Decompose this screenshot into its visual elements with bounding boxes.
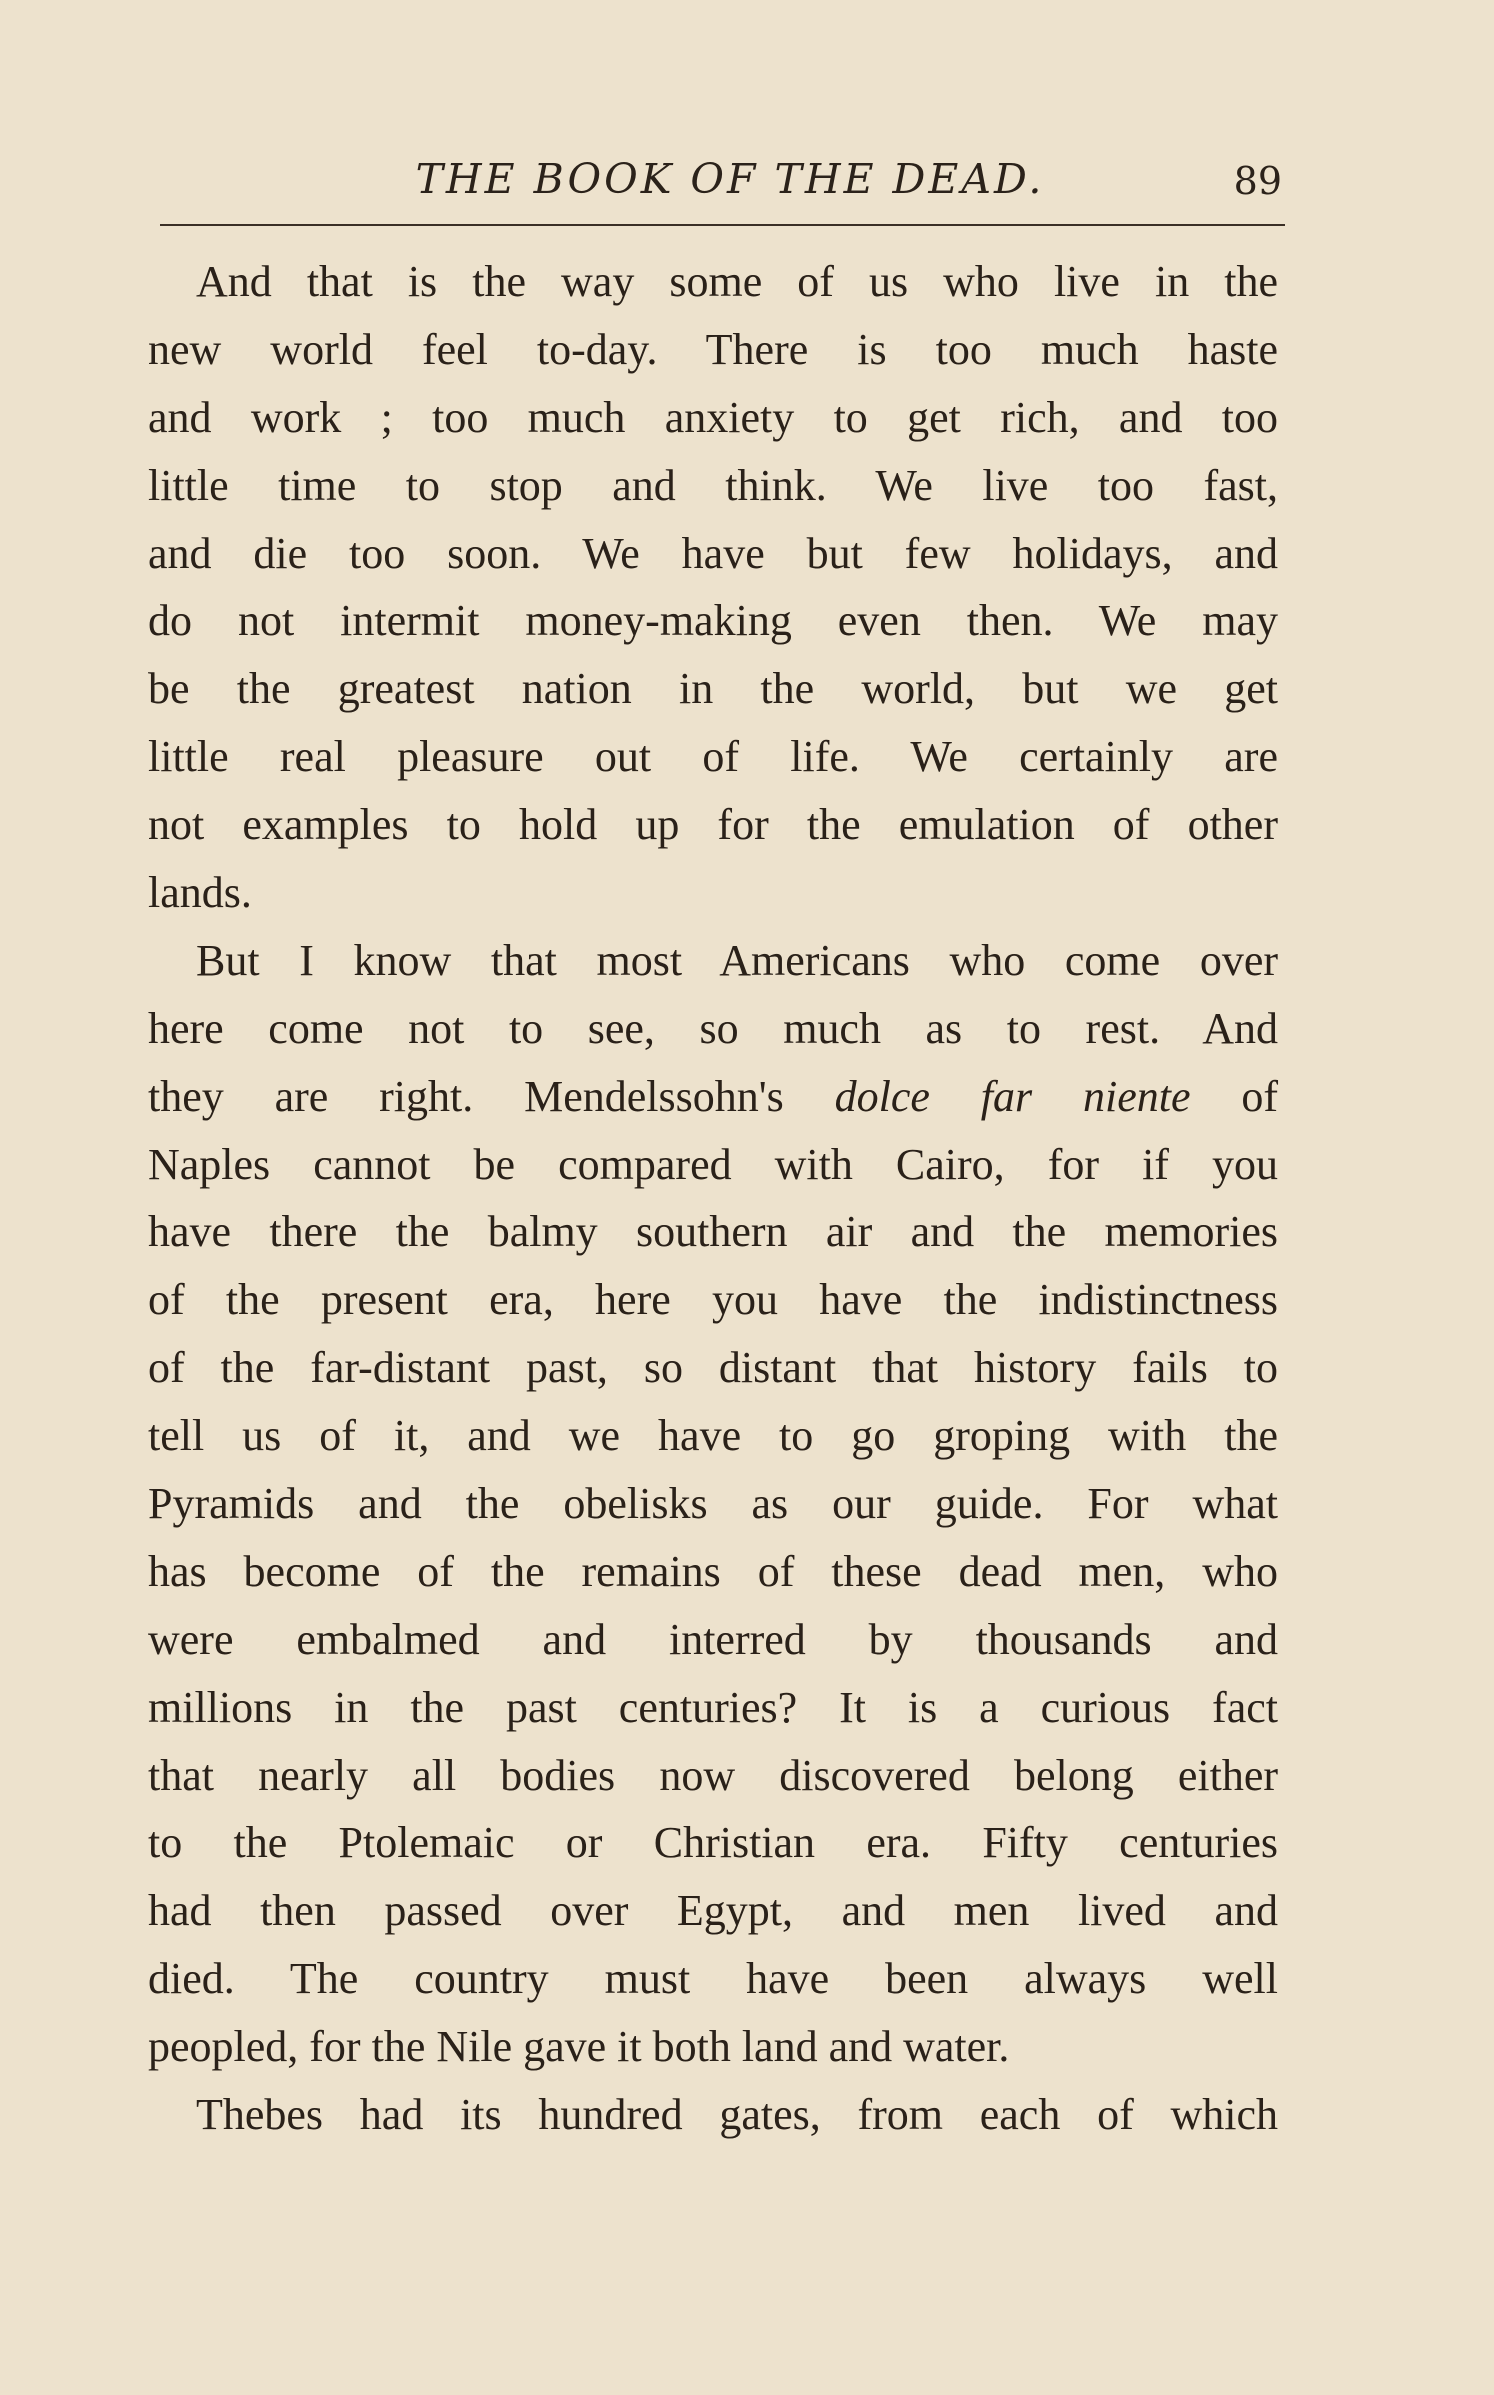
text-line: not examples to hold up for the emulation of other <box>148 800 1278 850</box>
text-line: millions in the past centuries? It is a curious fact <box>148 1682 1278 1732</box>
text-line: Naples cannot be compared with Cairo, for if you <box>148 1139 1278 1189</box>
text-line: little real pleasure out of life. We certainly are <box>148 732 1278 782</box>
running-title: THE BOOK OF THE DEAD. <box>415 155 1045 203</box>
text-line: Pyramids and the obelisks as our guide. For what <box>148 1479 1278 1529</box>
page-number: 89 <box>1233 159 1282 203</box>
text-line: had then passed over Egypt, and men lived and <box>148 1886 1278 1936</box>
body-text <box>148 248 1278 2149</box>
text-line: lands. <box>148 868 252 918</box>
text-line: But I know that most Americans who come over <box>196 935 1278 985</box>
text-line: Thebes had its hundred gates, from each of which <box>196 2090 1278 2140</box>
text-line: to the Ptolemaic or Christian era. Fifty centuries <box>148 1818 1278 1868</box>
text-line: died. The country must have been always well <box>148 1954 1278 2004</box>
text-line-with-italic <box>148 1063 1278 1131</box>
text-line: has become of the remains of these dead men, who <box>148 1546 1278 1596</box>
text-line: little time to stop and think. We live too fast, <box>148 460 1278 510</box>
text-line: of the far-distant past, so distant that history fails to <box>148 1343 1278 1393</box>
text-line: of the present era, here you have the indistinctness <box>148 1275 1278 1325</box>
running-head <box>160 155 1290 215</box>
text-line: here come not to see, so much as to rest. And <box>148 1003 1278 1053</box>
italic-phrase: dolce far niente <box>834 1071 1191 1121</box>
text-line: that nearly all bodies now discovered belong either <box>148 1750 1278 1800</box>
text-line: And that is the way some of us who live in the <box>196 257 1278 306</box>
text-line: peopled, for the Nile gave it both land and water. <box>148 2022 1010 2072</box>
text-line: new world feel to-day. There is too much haste <box>148 324 1278 374</box>
text-line: were embalmed and interred by thousands and <box>148 1614 1278 1664</box>
text-segment: of <box>1241 1071 1279 1121</box>
header-rule <box>160 224 1285 226</box>
text-line: and work ; too much anxiety to get rich, and too <box>148 392 1278 442</box>
text-segment: they are right. Mendelssohn's <box>148 1071 784 1121</box>
text-line: have there the balmy southern air and the memories <box>148 1207 1278 1257</box>
text-line: and die too soon. We have but few holidays, and <box>148 528 1278 578</box>
text-line: do not intermit money-making even then. We may <box>148 596 1278 646</box>
text-line: tell us of it, and we have to go groping with the <box>148 1411 1278 1461</box>
text-line: be the greatest nation in the world, but we get <box>148 664 1278 714</box>
